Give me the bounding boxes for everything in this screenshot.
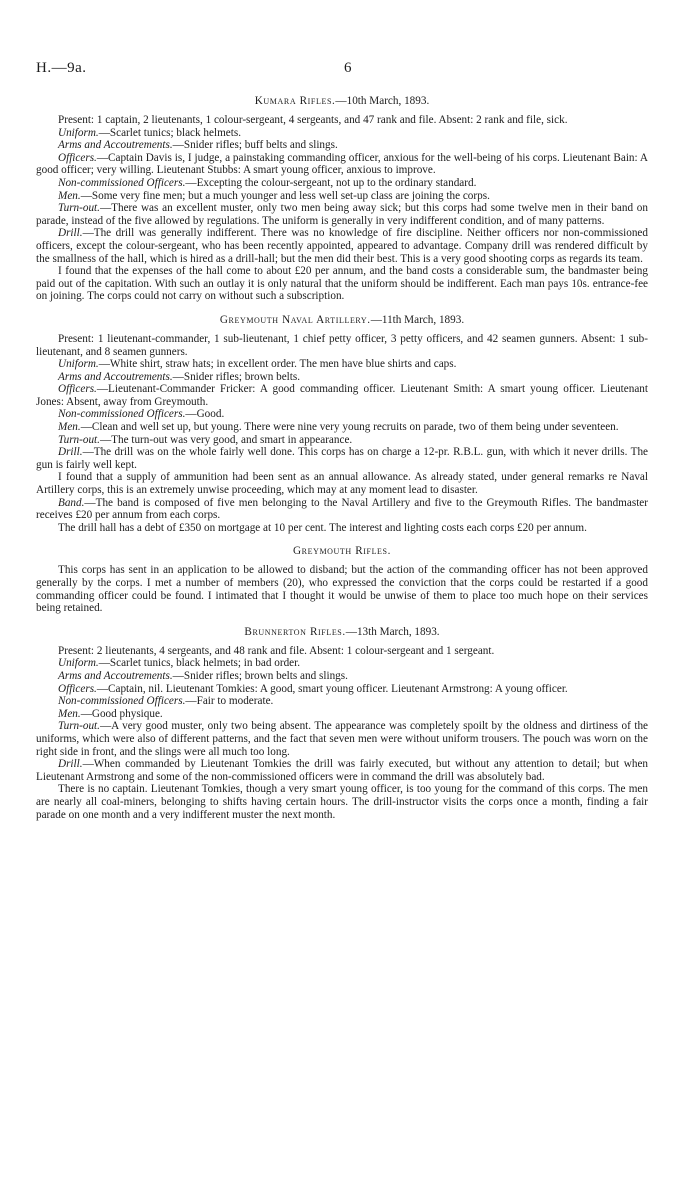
paragraph: Band.—The band is composed of five men belonging to the Naval Artillery and five to the Greymouth Rifles. The bandmaster receives £20 per annum from each corps.	[36, 496, 648, 522]
section-greymouth-rifles	[36, 545, 648, 614]
paragraph: Non-commissioned Officers.—Good.	[58, 408, 225, 421]
paragraph: I found that the expenses of the hall come to about £20 per annum, and the band costs a considerable sum, the bandmaster being paid out of the capitation. With such an outlay it is only natural that the uniform should be indifferent. Each man pays 10s. entrance-fee on joining. The corps could not carry on without such a subscription.	[36, 265, 648, 303]
section-heading: Greymouth Rifles.	[292, 545, 391, 558]
paragraph: This corps has sent in an application to be allowed to disband; but the action of the commanding officer has not been approved generally by the corps. I met a number of members (20), who expressed the conviction that the corps could be restarted if a good commanding officer could be found. I intimated that I thought it would be unwise of them to place too much hope on their services being retained.	[36, 564, 648, 615]
paragraph: The drill hall has a debt of £350 on mortgage at 10 per cent. The interest and lighting costs each corps £20 per annum.	[58, 521, 587, 534]
paragraph: Turn-out.—A very good muster, only two being absent. The appearance was completely spoilt by the oldness and dirtiness of the uniforms, which were also of different patterns, and the fact that seven men were without uniform trousers. The pouch was worn on the right side in front, and the slings were all much too long.	[36, 720, 648, 758]
paragraph: Uniform.—Scarlet tunics, black helmets; in bad order.	[58, 657, 301, 670]
paragraph: Arms and Accoutrements.—Snider rifles; brown belts and slings.	[58, 669, 348, 682]
paragraph: Uniform.—Scarlet tunics; black helmets.	[58, 126, 242, 139]
paragraph: Turn-out.—The turn-out was very good, and smart in appearance.	[58, 433, 353, 446]
paragraph: Drill.—The drill was generally indifferent. There was no knowledge of fire discipline. Neither officers nor non-commissioned officers, except the colour-sergeant, who has been recently appointed, appeared to advantage. Company drill was rendered difficult by the smallness of the hall, which is hired as a drill-hall; but the men did their best. This is a very good shooting corps as regards its team.	[36, 227, 648, 265]
paragraph: There is no captain. Lieutenant Tomkies, though a very smart young officer, is too young for the command of this corps. The men are nearly all coal-miners, belonging to shifts having certain hours. The drill-instructor visits the corps once a month, finding a fair parade on one month and a very indifferent muster the next month.	[36, 783, 648, 821]
paragraph: Drill.—When commanded by Lieutenant Tomkies the drill was fairly executed, but without any attention to detail; but when Lieutenant Armstrong and some of the non-commissioned officers were in command the drill was absolutely bad.	[36, 758, 648, 783]
paragraph: Turn-out.—There was an excellent muster, only two men being away sick; but this corps had some twelve men in their band on parade, instead of the five allowed by regulations. The uniform is generally in very indifferent condition, and of many patterns.	[36, 202, 648, 227]
paragraph: Uniform.—White shirt, straw hats; in excellent order. The men have blue shirts and caps.	[58, 358, 457, 371]
paragraph: Non-commissioned Officers.—Excepting the colour-sergeant, not up to the ordinary standard.	[58, 176, 477, 189]
paragraph: Arms and Accoutrements.—Snider rifles; brown belts.	[58, 370, 301, 383]
paragraph: Drill.—The drill was on the whole fairly well done. This corps has on charge a 12-pr. R.B.L. gun, with which it never drills. The gun is fairly well kept.	[36, 446, 648, 471]
document-body	[36, 95, 648, 832]
paragraph: Men.—Good physique.	[58, 707, 163, 720]
page-number: 6	[344, 60, 352, 76]
paragraph: Present: 2 lieutenants, 4 sergeants, and 48 rank and file. Absent: 1 colour-sergeant and 1 sergeant.	[58, 644, 495, 657]
paragraph: Present: 1 captain, 2 lieutenants, 1 colour-sergeant, 4 sergeants, and 47 rank and file. Absent: 2 rank and file, sick.	[58, 114, 568, 126]
paragraph: Arms and Accoutrements.—Snider rifles; buff belts and slings.	[58, 139, 338, 152]
document-number: H.—9a.	[36, 60, 87, 76]
paragraph: Present: 1 lieutenant-commander, 1 sub-lieutenant, 1 chief petty officer, 3 petty officers, and 42 seamen gunners. Absent: 1 sub-lieutenant, and 8 seamen gunners.	[36, 332, 648, 358]
paragraph: I found that a supply of ammunition had been sent as an annual allowance. As already stated, under general remarks re Naval Artillery corps, this is an extremely unwise proceeding, which may at any moment lead to disaster.	[36, 471, 648, 497]
section-heading: Kumara Rifles.—10th March, 1893.	[254, 95, 430, 107]
section-kumara-rifles	[36, 95, 648, 303]
paragraph: Officers.—Captain Davis is, I judge, a painstaking commanding officer, anxious for the well-being of his corps. Lieutenant Bain: A good officer; very willing. Lieutenant Stubbs: A smart young officer, anxious to improve.	[36, 151, 648, 177]
section-greymouth-naval-artillery	[36, 314, 648, 535]
paragraph: Men.—Some very fine men; but a much younger and less well set-up class are joining the corps.	[58, 189, 490, 202]
section-brunnerton-rifles	[36, 626, 648, 821]
paragraph: Officers.—Lieutenant-Commander Fricker: A good commanding officer. Lieutenant Smith: A smart young officer. Lieutenant Jones: Absent, away from Greymouth.	[36, 383, 648, 408]
paragraph: Men.—Clean and well set up, but young. There were nine very young recruits on parade, two of them being under seventeen.	[58, 421, 619, 434]
section-heading: Greymouth Naval Artillery.—11th March, 1893.	[219, 313, 465, 326]
section-heading: Brunnerton Rifles.—13th March, 1893.	[244, 625, 440, 638]
paragraph: Non-commissioned Officers.—Fair to moderate.	[58, 695, 274, 708]
paragraph: Officers.—Captain, nil. Lieutenant Tomkies: A good, smart young officer. Lieutenant Armstrong: A young officer.	[58, 682, 568, 695]
page-header	[0, 62, 700, 82]
